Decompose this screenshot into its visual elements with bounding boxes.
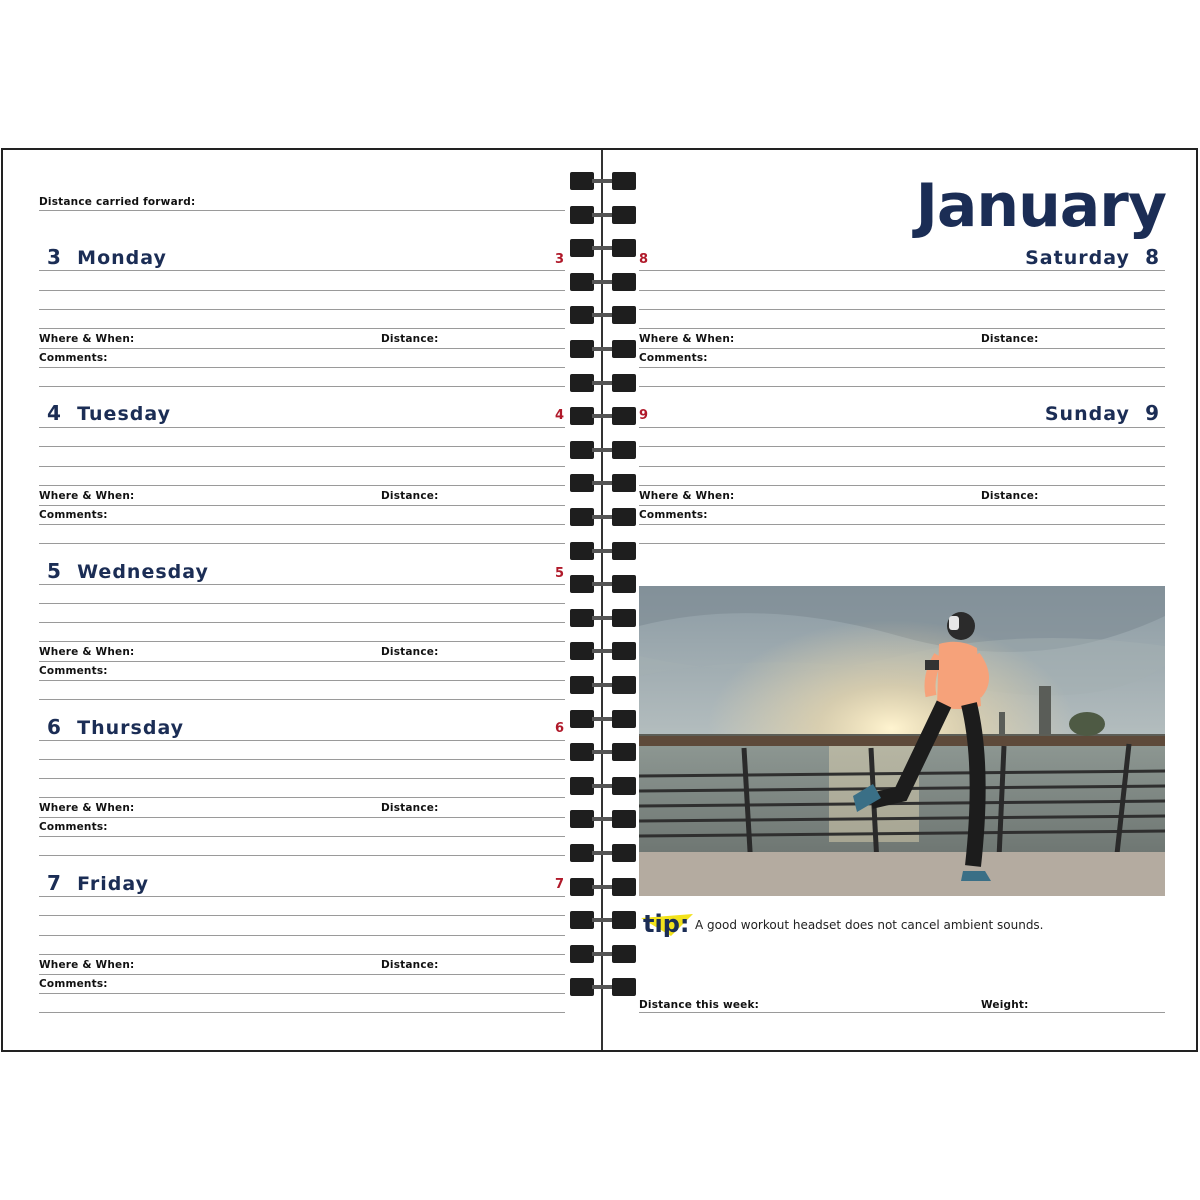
runner-photo (639, 586, 1165, 896)
rule (39, 680, 565, 681)
rule (39, 210, 565, 211)
month-title: January (915, 171, 1166, 241)
distance-label: Distance: (381, 802, 439, 814)
where-when-label: Where & When: (39, 333, 135, 345)
comments-label: Comments: (39, 978, 108, 990)
rule (39, 543, 565, 544)
day-heading-tuesday: 4 Tuesday (47, 401, 171, 425)
where-when-label: Where & When: (39, 802, 135, 814)
distance-label: Distance: (981, 333, 1039, 345)
rule (39, 699, 565, 700)
where-when-label: Where & When: (39, 959, 135, 971)
rule (39, 270, 565, 271)
rule (39, 797, 565, 798)
margin-day-number: 5 (555, 566, 565, 581)
rule (39, 1012, 565, 1013)
rule (39, 817, 565, 818)
tip-text: A good workout headset does not cancel ambient sounds. (695, 918, 1044, 932)
rule (639, 446, 1165, 447)
rule (39, 759, 565, 760)
distance-carried-label: Distance carried forward: (39, 196, 196, 208)
day-heading-wednesday: 5 Wednesday (47, 559, 209, 583)
day-heading-saturday: Saturday 8 (1025, 245, 1160, 269)
rule (39, 974, 565, 975)
rule (639, 386, 1165, 387)
rule (39, 524, 565, 525)
margin-day-number: 9 (639, 408, 649, 423)
runner-illustration (639, 586, 1165, 896)
rule (639, 367, 1165, 368)
rule (39, 954, 565, 955)
rule (39, 896, 565, 897)
margin-day-number: 7 (555, 877, 565, 892)
rule (639, 427, 1165, 428)
rule (39, 290, 565, 291)
rule (39, 915, 565, 916)
comments-label: Comments: (39, 665, 108, 677)
rule (639, 290, 1165, 291)
distance-label: Distance: (381, 959, 439, 971)
distance-label: Distance: (381, 333, 439, 345)
rule (39, 993, 565, 994)
rule (39, 466, 565, 467)
where-when-label: Where & When: (639, 333, 735, 345)
distance-label: Distance: (981, 490, 1039, 502)
rule (39, 309, 565, 310)
rule (639, 270, 1165, 271)
comments-label: Comments: (39, 821, 108, 833)
day-heading-friday: 7 Friday (47, 871, 150, 895)
rule (39, 778, 565, 779)
comments-label: Comments: (39, 509, 108, 521)
where-when-label: Where & When: (639, 490, 735, 502)
rule (639, 328, 1165, 329)
rule (639, 466, 1165, 467)
margin-day-number: 3 (555, 252, 565, 267)
rule (39, 622, 565, 623)
rule (639, 543, 1165, 544)
rule (39, 328, 565, 329)
right-page (603, 150, 1200, 1050)
left-page (3, 150, 601, 1050)
distance-label: Distance: (381, 646, 439, 658)
rule (639, 348, 1165, 349)
rule (39, 855, 565, 856)
planner-spread (1, 148, 1198, 1052)
rule (39, 584, 565, 585)
rule (639, 524, 1165, 525)
rule (39, 603, 565, 604)
rule (39, 661, 565, 662)
rule (39, 367, 565, 368)
tip-heading: tip: (643, 910, 690, 938)
comments-label: Comments: (639, 509, 708, 521)
rule (39, 427, 565, 428)
rule (639, 1012, 1165, 1013)
rule (39, 386, 565, 387)
margin-day-number: 6 (555, 721, 565, 736)
weight-label: Weight: (981, 999, 1029, 1011)
rule (639, 505, 1165, 506)
rule (639, 309, 1165, 310)
rule (39, 740, 565, 741)
rule (39, 935, 565, 936)
comments-label: Comments: (639, 352, 708, 364)
where-when-label: Where & When: (39, 490, 135, 502)
day-heading-thursday: 6 Thursday (47, 715, 185, 739)
rule (39, 836, 565, 837)
rule (39, 485, 565, 486)
rule (39, 446, 565, 447)
day-heading-monday: 3 Monday (47, 245, 167, 269)
distance-this-week-label: Distance this week: (639, 999, 760, 1011)
rule (39, 505, 565, 506)
rule (639, 485, 1165, 486)
day-heading-sunday: Sunday 9 (1044, 401, 1160, 425)
rule (39, 641, 565, 642)
margin-day-number: 8 (639, 252, 649, 267)
comments-label: Comments: (39, 352, 108, 364)
where-when-label: Where & When: (39, 646, 135, 658)
rule (39, 348, 565, 349)
margin-day-number: 4 (555, 408, 565, 423)
distance-label: Distance: (381, 490, 439, 502)
